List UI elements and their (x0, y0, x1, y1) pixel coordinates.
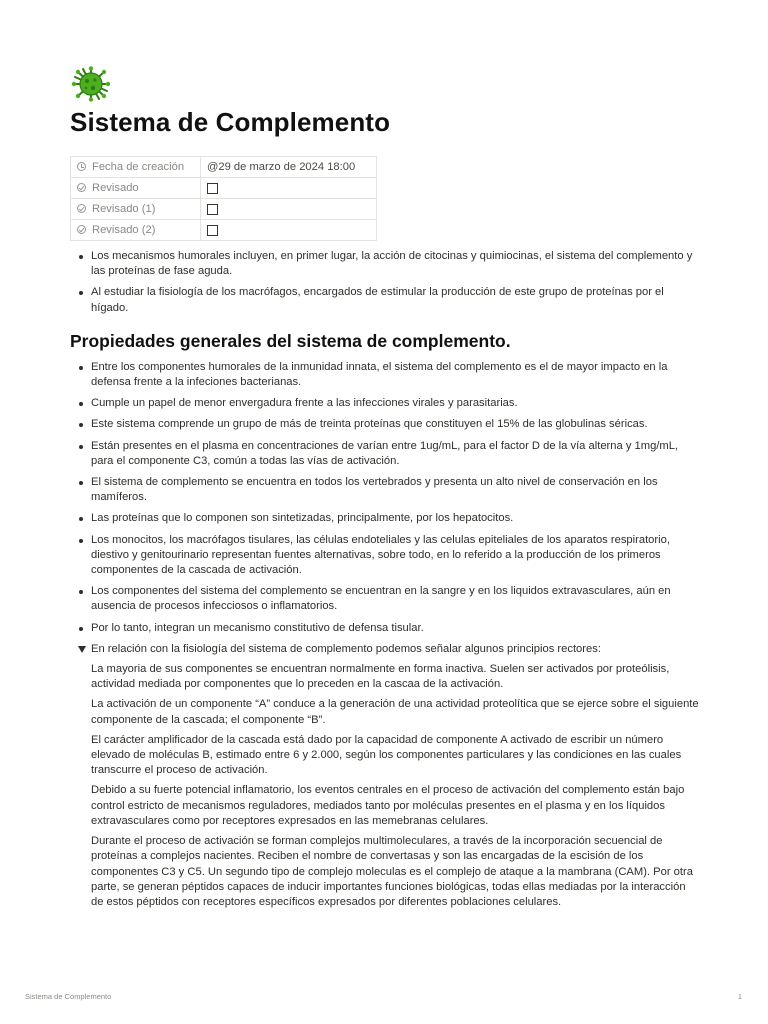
paragraph: Durante el proceso de activación se forman complejos multimoleculares, a través de la incorporación secuencial de proteínas a complejos nacientes. Reciben el nombre de convertasas y son las encargadas de la escisión de los componentes C3 y C5. Un segundo tipo de complejo moleculas es el complejo de ataque a la mambrana (CAM). Por otra parte, se generan péptidos capaces de inducir importantes funciones biológicas, todas ellas mediadas por la interacción de estos péptidos con receptores específicos expresados por diferentes poblaciones celulares. (91, 835, 693, 908)
property-label: Revisado (1) (92, 203, 156, 215)
property-label: Revisado (2) (92, 224, 156, 236)
microbe-icon (70, 66, 112, 102)
toggle-triangle-icon[interactable] (78, 646, 86, 653)
properties-table (70, 156, 377, 241)
section-heading: Propiedades generales del sistema de complemento. (70, 330, 511, 351)
list-item: Cumple un papel de menor envergadura frente a las infecciones virales y parasitarias. (70, 396, 700, 411)
creation-date-value: @29 de marzo de 2024 18:00 (201, 157, 377, 178)
check-circle-icon (77, 183, 86, 192)
property-row (71, 178, 377, 199)
list-item: Al estudiar la fisiología de los macrófagos, encargados de estimular la producción de este grupo de proteínas por el hígado. (70, 285, 700, 315)
list-item: Entre los componentes humorales de la inmunidad innata, el sistema del complemento es el de mayor impacto en la defensa frente a la infeciones bacterianas. (70, 360, 700, 390)
paragraph: Debido a su fuerte potencial inflamatorio, los eventos centrales en el proceso de activación del complemento están bajo control estricto de mecanismos reguladores, mediados tanto por moléculas presentes en el plasma y en los líquidos extravasculares como por receptores expresados en las memebranas celulares. (91, 784, 685, 827)
page-title: Sistema de Complemento (70, 107, 391, 137)
property-row (71, 157, 377, 178)
check-circle-icon (77, 204, 86, 213)
paragraph: La mayoria de sus componentes se encuentran normalmente en forma inactiva. Suelen ser activados por proteólisis, actividad mediada por componentes que lo preceden en la cascaa de la activación. (91, 663, 670, 691)
clock-icon (77, 162, 86, 171)
page-content (70, 66, 700, 915)
revisado-1-checkbox[interactable] (207, 204, 218, 215)
list-item: Los monocitos, los macrófagos tisulares, las células endoteliales y las celulas epiteliales de los aparatos respiratorio, diestivo y genitourinario representan fuentes alternativas, sobre todo, en lo referido a la producción de los primeros componentes de la cascada de activación. (70, 533, 700, 579)
list-item: El sistema de complemento se encuentra en todos los vertebrados y presenta un alto nivel de conservación en los mamíferos. (70, 475, 700, 505)
page-number: 1 (737, 992, 742, 1001)
footer-title: Sistema de Complemento (25, 992, 112, 1001)
toggle-label: En relación con la fisiología del sistema de complemento podemos señalar algunos principios rectores: (91, 642, 601, 655)
property-label: Revisado (92, 182, 139, 194)
check-circle-icon (77, 225, 86, 234)
properties-list (70, 360, 700, 636)
revisado-checkbox[interactable] (207, 183, 218, 194)
revisado-2-checkbox[interactable] (207, 225, 218, 236)
toggle-block[interactable] (70, 642, 700, 657)
property-row (71, 220, 377, 241)
list-item: Están presentes en el plasma en concentraciones de varían entre 1ug/mL, para el factor D de la vía alterna y 1mg/mL, para el componente C3, común a todas las vías de activación. (70, 439, 700, 469)
list-item: Los componentes del sistema del complemento se encuentran en la sangre y en los liquidos extravasculares, aún en ausencia de procesos infecciosos o inflamatorios. (70, 584, 700, 614)
property-row (71, 199, 377, 220)
list-item: Este sistema comprende un grupo de más de treinta proteínas que constituyen el 15% de las globulinas séricas. (70, 417, 700, 432)
intro-list (70, 249, 700, 316)
paragraph: La activación de un componente “A” conduce a la generación de una actividad proteolítica que se ejerce sobre el siguiente componente de la cascada; el componente “B”. (91, 698, 699, 726)
paragraph: El carácter amplificador de la cascada está dado por la capacidad de componente A activado de escribir un número elevado de moléculas B, estimado entre 6 y 2.000, según los componentes particulares y las condiciones en las cuales transcurre el proceso de activación. (91, 733, 682, 777)
list-item: Los mecanismos humorales incluyen, en primer lugar, la acción de citocinas y quimiocinas, el sistema del complemento y las proteínas de fase aguda. (70, 249, 700, 279)
property-label: Fecha de creación (92, 161, 185, 173)
toggle-content (70, 662, 700, 910)
list-item: Por lo tanto, integran un mecanismo constitutivo de defensa tisular. (70, 621, 700, 636)
list-item: Las proteínas que lo componen son sintetizadas, principalmente, por los hepatocitos. (70, 511, 700, 526)
